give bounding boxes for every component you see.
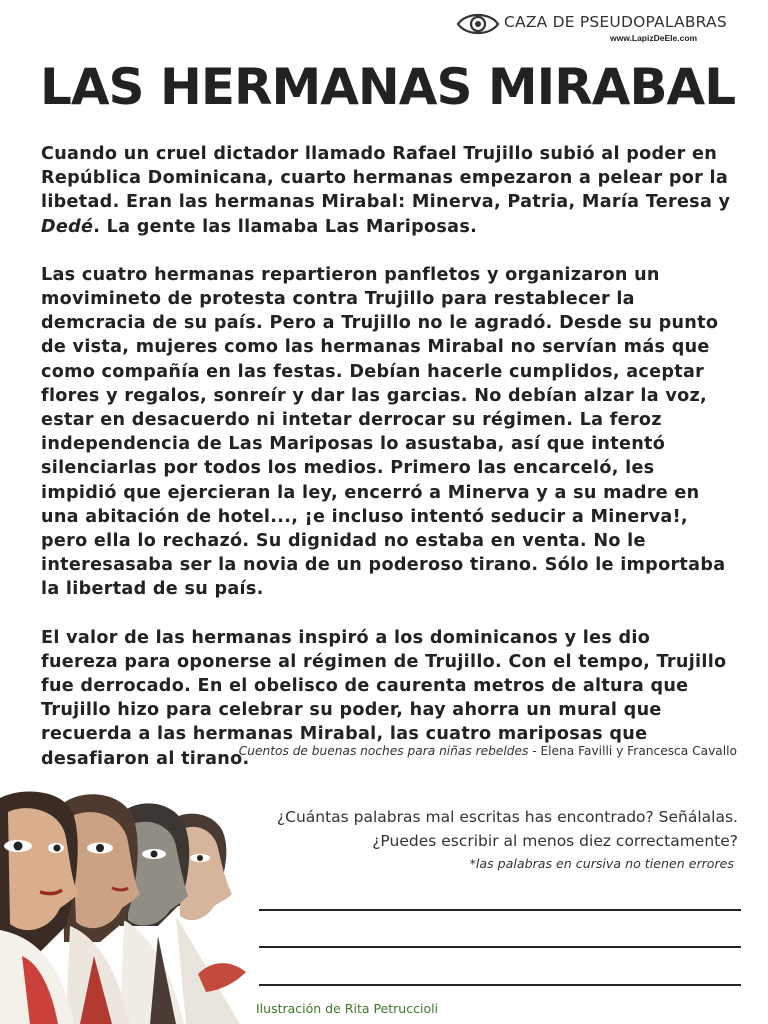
answer-line[interactable] xyxy=(259,909,741,911)
illustration-credit: Ilustración de Rita Petruccioli xyxy=(256,1001,439,1016)
page-title: LAS HERMANAS MIRABAL xyxy=(40,58,736,116)
paragraph-3: El valor de las hermanas inspiró a los dominicanos y les dio fuereza para oponerse al régimen de Trujillo. Con el tempo, Trujillo fue derrocado. En el obelisco de caurenta metros de altura que Trujillo hizo para celebrar su poder, hay ahorra un mural que recuerda a las hermanas Mirabal, las cuatro mariposas que desafiaron al tirano. xyxy=(41,627,727,769)
brand-header xyxy=(456,10,756,44)
question-line-2: ¿Puedes escribir al menos diez correctamente? xyxy=(372,832,738,850)
brand-title: CAZA DE PSEUDOPALABRAS xyxy=(504,13,727,31)
sister-1-figure xyxy=(0,792,78,1024)
eye-icon xyxy=(456,10,500,38)
citation xyxy=(239,744,737,758)
exercise-note: *las palabras en cursiva no tienen errores xyxy=(469,856,734,871)
brand-url: www.LapizDeEle.com xyxy=(610,33,698,43)
story-text xyxy=(41,142,731,795)
paragraph-1 xyxy=(41,142,731,239)
italic-name: Dedé xyxy=(41,216,94,237)
answer-line[interactable] xyxy=(259,946,741,948)
paragraph-2: Las cuatro hermanas repartieron panfletos y organizaron un movimineto de protesta contra Trujillo para restablecer la demcracia de su país. Pero a Trujillo no le agradó. Desde su punto de vista, mujeres como las hermanas Mirabal no servían más que como compañía en las festas. Debían hacerle cumplidos, aceptar flores y regalos, sonreír y dar las garcias. No debían alzar la voz, estar en desacuerdo ni intetar derrocar su régimen. La feroz independencia de Las Mariposas lo asustaba, así que intentó silenciarlas por todos los medios. Primero las encarceló, les impidió que ejercieran la ley, encerró a Minerva y a su madre en una abitación de hotel..., ¡e incluso intentó seducir a Minerva!, pero ella lo rechazó. Su dignidad no estaba en venta. No le interesasaba ser la novia de un poderoso tirano. Sólo le importaba la libertad de su país. xyxy=(41,264,726,600)
citation-book: Cuentos de buenas noches para niñas rebeldes xyxy=(238,744,529,758)
exercise-question xyxy=(277,805,738,853)
question-line-1: ¿Cuántas palabras mal escritas has encontrado? Señálalas. xyxy=(276,808,738,826)
sisters-illustration xyxy=(0,786,252,1024)
paragraph-1-start: Cuando un cruel dictador llamado Rafael Trujillo subió al poder en República Dominicana, cuarto hermanas empezaron a pelear por la libetad. Eran las hermanas Mirabal: Minerva, Patria, María Teresa y xyxy=(41,144,731,213)
paragraph-1-end: . La gente las llamaba Las Mariposas. xyxy=(93,216,478,237)
sisters-drawing xyxy=(0,786,252,1024)
answer-line[interactable] xyxy=(259,984,741,986)
citation-authors: - Elena Favilli y Francesca Cavallo xyxy=(528,744,737,758)
